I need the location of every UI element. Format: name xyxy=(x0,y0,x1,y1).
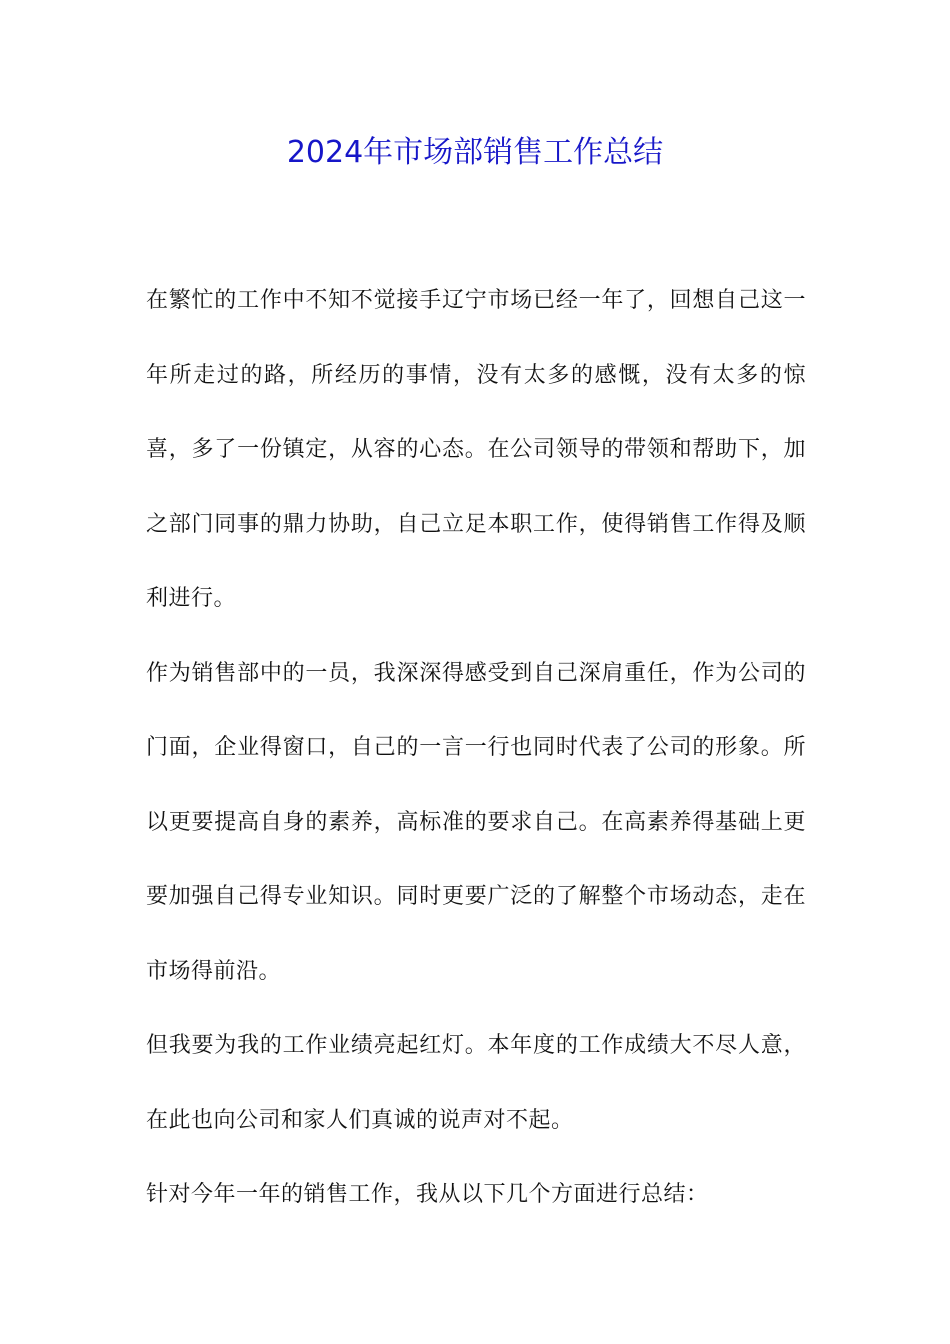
paragraph-1: 在繁忙的工作中不知不觉接手辽宁市场已经一年了，回想自己这一年所走过的路，所经历的事情，没有太多的感慨，没有太多的惊喜，多了一份镇定，从容的心态。在公司领导的带领和帮助下，加之部门同事的鼎力协助，自己立足本职工作，使得销售工作得及顺利进行。 xyxy=(146,288,806,611)
document-body xyxy=(146,264,806,1233)
paragraph-3: 但我要为我的工作业绩亮起红灯。本年度的工作成绩大不尽人意，在此也向公司和家人们真诚的说声对不起。 xyxy=(146,1033,806,1133)
paragraph-4: 针对今年一年的销售工作，我从以下几个方面进行总结： xyxy=(146,1182,709,1207)
paragraph-2: 作为销售部中的一员，我深深得感受到自己深肩重任，作为公司的门面，企业得窗口，自己的一言一行也同时代表了公司的形象。所以更要提高自身的素养，高标准的要求自己。在高素养得基础上更要加强自己得专业知识。同时更要广泛的了解整个市场动态，走在市场得前沿。 xyxy=(146,660,806,984)
document-title: 2024年市场部销售工作总结 xyxy=(286,135,664,170)
